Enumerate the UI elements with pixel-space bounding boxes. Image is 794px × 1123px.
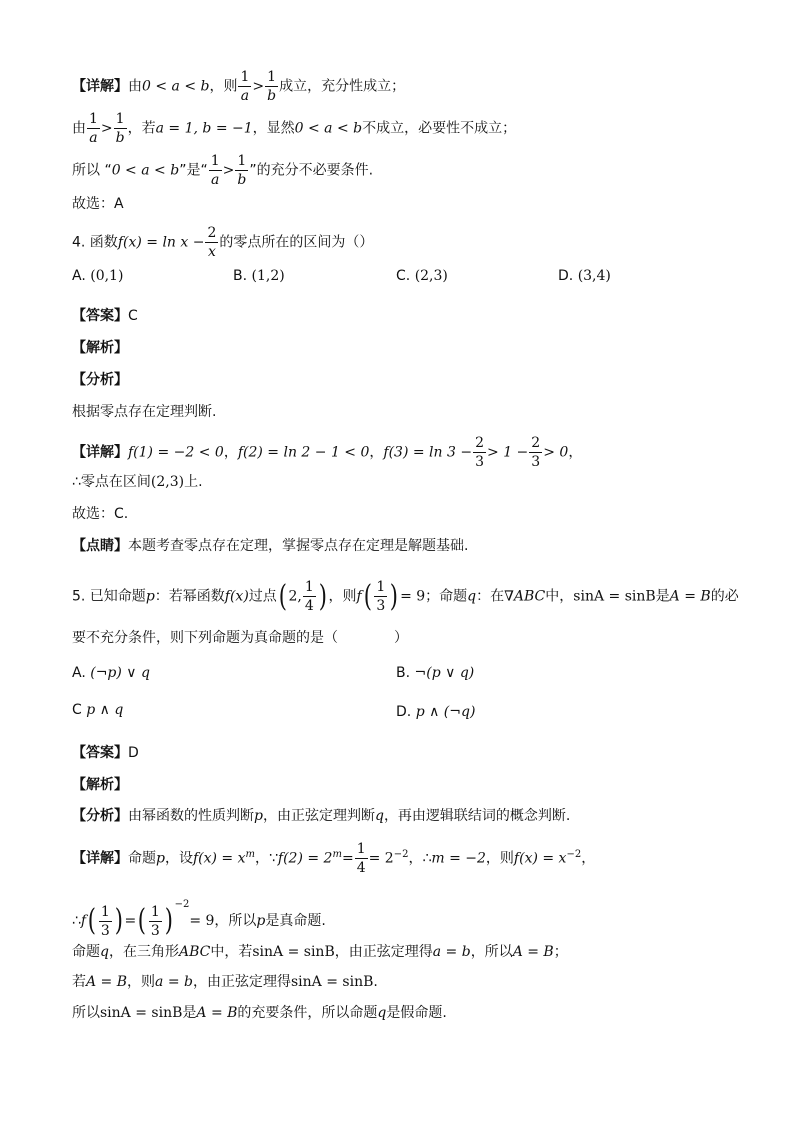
q5-option-b: B. ¬(p ∨ q) (396, 665, 475, 681)
text: 由 (128, 78, 142, 95)
q5-option-a: A. (¬p) ∨ q (72, 665, 150, 681)
q5-detail-line-5: 所以sinA = sinB是A = B的充要条件，所以命题q是假命题. (72, 1005, 447, 1021)
text: 所以 “ (72, 162, 112, 179)
fraction-1-over-3: $\frac{1}{3}$ (150, 903, 160, 939)
q3-detail-line-3: 所以 “0 < a < b”是“ $\frac{1}{a}$ > $\frac{1}{b}$ ”的充分不必要条件. (72, 153, 374, 188)
text: ”是“ (179, 162, 208, 179)
fraction-2-over-3: $\frac{2}{3}$ (475, 435, 485, 470)
q3-detail-line-2: 由 $\frac{1}{a}$ > $\frac{1}{b}$ ，若a = 1, b = −1，显然0 < a < b不成立，必要性不成立； (72, 111, 517, 146)
fraction-2-over-3: $\frac{2}{3}$ (531, 435, 541, 470)
q4-option-d: D. (3,4) (558, 268, 611, 284)
q4-choice: 故选：C. (72, 506, 129, 522)
fraction-1-over-b: $\frac{1}{b}$ (237, 153, 247, 188)
q5-detail-line-1: 【详解】命题p，设$f(x) = x^m$，∵f(2) = $2^m=$ $\frac{1}{4}$ = $2^{-2}$，∴m = −2，则$f(x) = x^{-2}$， (72, 841, 596, 876)
fraction-1-over-a: $\frac{1}{a}$ (89, 111, 98, 146)
q5-detail-line-2: ∴f( $\frac{1}{3}$ ) =( $\frac{1}{3}$ ) $^{-2}$= 9，所以p是真命题. (72, 899, 326, 939)
fraction-1-over-a: $\frac{1}{a}$ (240, 69, 250, 104)
q4-conclusion: ∴零点在区间(2,3)上. (72, 474, 203, 490)
q4-option-a: A. (0,1) (72, 268, 124, 284)
fraction-1-over-a: $\frac{1}{a}$ (210, 153, 220, 188)
q5-answer: 【答案】D (72, 745, 139, 761)
text: 4. 函数 (72, 234, 118, 251)
q5-detail-line-3: 命题q，在三角形ABC中，若sinA = sinB，由正弦定理得a = b，所以A = B； (72, 944, 568, 960)
fraction-1-over-4: $\frac{1}{4}$ (304, 579, 314, 614)
text: ，若 (127, 120, 156, 137)
math: 0 < a < b (142, 78, 210, 95)
q4-fenxi-label: 【分析】 (72, 372, 128, 388)
q3-detail-line-1: 【详解】由0 < a < b，则 $\frac{1}{a}$ > $\frac{1}{b}$ 成立，充分性成立； (72, 69, 406, 104)
fraction-2-over-x: $\frac{2}{x}$ (207, 225, 217, 260)
text: 不成立，必要性不成立； (362, 120, 517, 137)
math: f(x) = ln x − (117, 234, 205, 251)
q4-detail: 【详解】f(1) = −2 < 0，f(2) = ln 2 − 1 < 0，f(3) = ln 3 − $\frac{2}{3}$ > 1 − $\frac{2}{3}$ > 0， (72, 435, 583, 470)
math: 0 < a < b (111, 162, 180, 179)
math: 0 < a < b (294, 120, 363, 137)
q5-analysis-label: 【解析】 (72, 777, 128, 793)
q5-option-d: D. p ∧ (¬q) (396, 704, 476, 720)
q4-option-c: C. (2,3) (396, 268, 448, 284)
fraction-1-over-3: $\frac{1}{3}$ (376, 579, 386, 614)
text: ”的充分不必要条件. (249, 162, 374, 179)
text: ，显然 (252, 120, 295, 137)
q3-choice: 故选：A (72, 196, 124, 212)
q4-comment: 【点睛】本题考查零点存在定理，掌握零点存在定理是解题基础. (72, 538, 469, 554)
fraction-1-over-b: $\frac{1}{b}$ (115, 111, 125, 146)
q5-stem-line-1: 5. 已知命题p：若幂函数f(x)过点( 2, $\frac{1}{4}$ ) ，则f( $\frac{1}{3}$ ) = 9；命题q：在∇ABC中，sinA = sinB是A = B的必 (72, 578, 739, 614)
q4-analysis-label: 【解析】 (72, 340, 128, 356)
text: 成立，充分性成立； (279, 78, 406, 95)
q5-option-c: C p ∧ q (72, 702, 124, 718)
fraction-1-over-b: $\frac{1}{b}$ (267, 69, 277, 104)
text: 的零点所在的区间为（） (219, 234, 374, 251)
q4-option-b: B. (1,2) (233, 268, 285, 284)
text: 由 (72, 120, 86, 137)
text: ，则 (209, 78, 238, 95)
q4-fenxi-text: 根据零点存在定理判断. (72, 404, 217, 420)
q5-fenxi: 【分析】由幂函数的性质判断p，由正弦定理判断q，再由逻辑联结词的概念判断. (72, 808, 571, 824)
math: a = 1, b = −1 (155, 120, 253, 137)
fraction-1-over-4: $\frac{1}{4}$ (356, 841, 366, 876)
q5-detail-line-4: 若A = B，则a = b，由正弦定理得sinA = sinB. (72, 974, 378, 990)
q4-stem (72, 226, 373, 259)
fraction-1-over-3: $\frac{1}{3}$ (100, 903, 110, 939)
detail-label: 【详解】 (72, 78, 128, 95)
q5-stem-line-2: 要不充分条件，则下列命题为真命题的是（ ） (72, 630, 408, 646)
q4-answer: 【答案】C (72, 308, 138, 324)
